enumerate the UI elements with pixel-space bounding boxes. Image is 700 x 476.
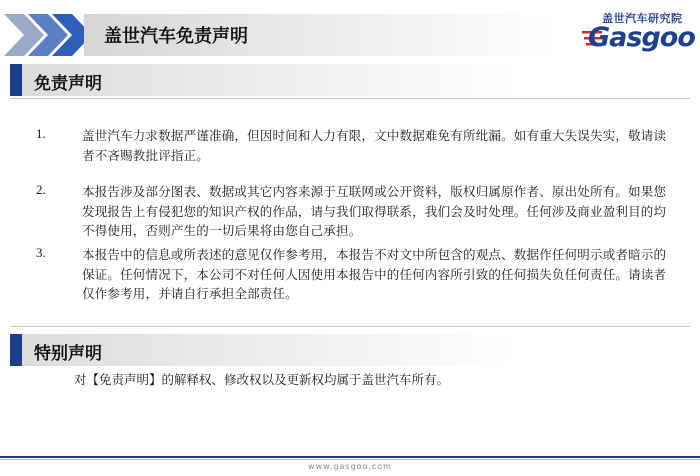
section-accent-bar [10,334,22,366]
logo-cn-text: 盖世汽车研究院 [602,12,683,25]
disclaimer-item-1 [36,126,676,165]
footer-url: www.gasgoo.com [308,462,392,471]
item-number: 2. [36,182,46,197]
page-header [0,0,700,60]
disclaimer-item-3 [36,245,676,304]
logo-wordmark: Gasgoo [588,22,695,53]
section-accent-bar [10,64,22,96]
section-divider [10,326,690,327]
item-text: 本报告中的信息或所表述的意见仅作参考用，本报告不对文中所包含的观点、数据作任何明示或者暗示的保证。任何情况下，本公司不对任何人因使用本报告中的任何内容所引致的任何损失负任何责任。请读者仅作参考用，并请自行承担全部责任。 [82,247,667,301]
item-text: 盖世汽车力求数据严谨准确，但因时间和人力有限，文中数据难免有所纰漏。如有重大失误失实，敬请读者不吝赐教批评指正。 [82,128,667,163]
section-divider [10,98,690,99]
item-number: 3. [36,245,46,260]
item-text: 本报告涉及部分图表、数据或其它内容来源于互联网或公开资料，版权归属原作者、原出处所有。如果您发现报告上有侵犯您的知识产权的作品，请与我们取得联系，我们会及时处理。任何涉及商业盈利目的均不得使用，否则产生的一切后果将由您自己承担。 [82,184,667,238]
disclaimer-section-title: 免责声明 [34,74,102,94]
footer-rule-thin [0,459,700,460]
special-section-title: 特别声明 [34,344,102,364]
disclaimer-item-2 [36,182,676,241]
special-statement-text: 对【免责声明】的解释权、修改权以及更新权均属于盖世汽车所有。 [74,372,450,387]
page-title: 盖世汽车免责声明 [104,26,248,47]
item-number: 1. [36,126,46,141]
footer-rule [0,456,700,458]
gasgoo-logo [582,10,695,56]
